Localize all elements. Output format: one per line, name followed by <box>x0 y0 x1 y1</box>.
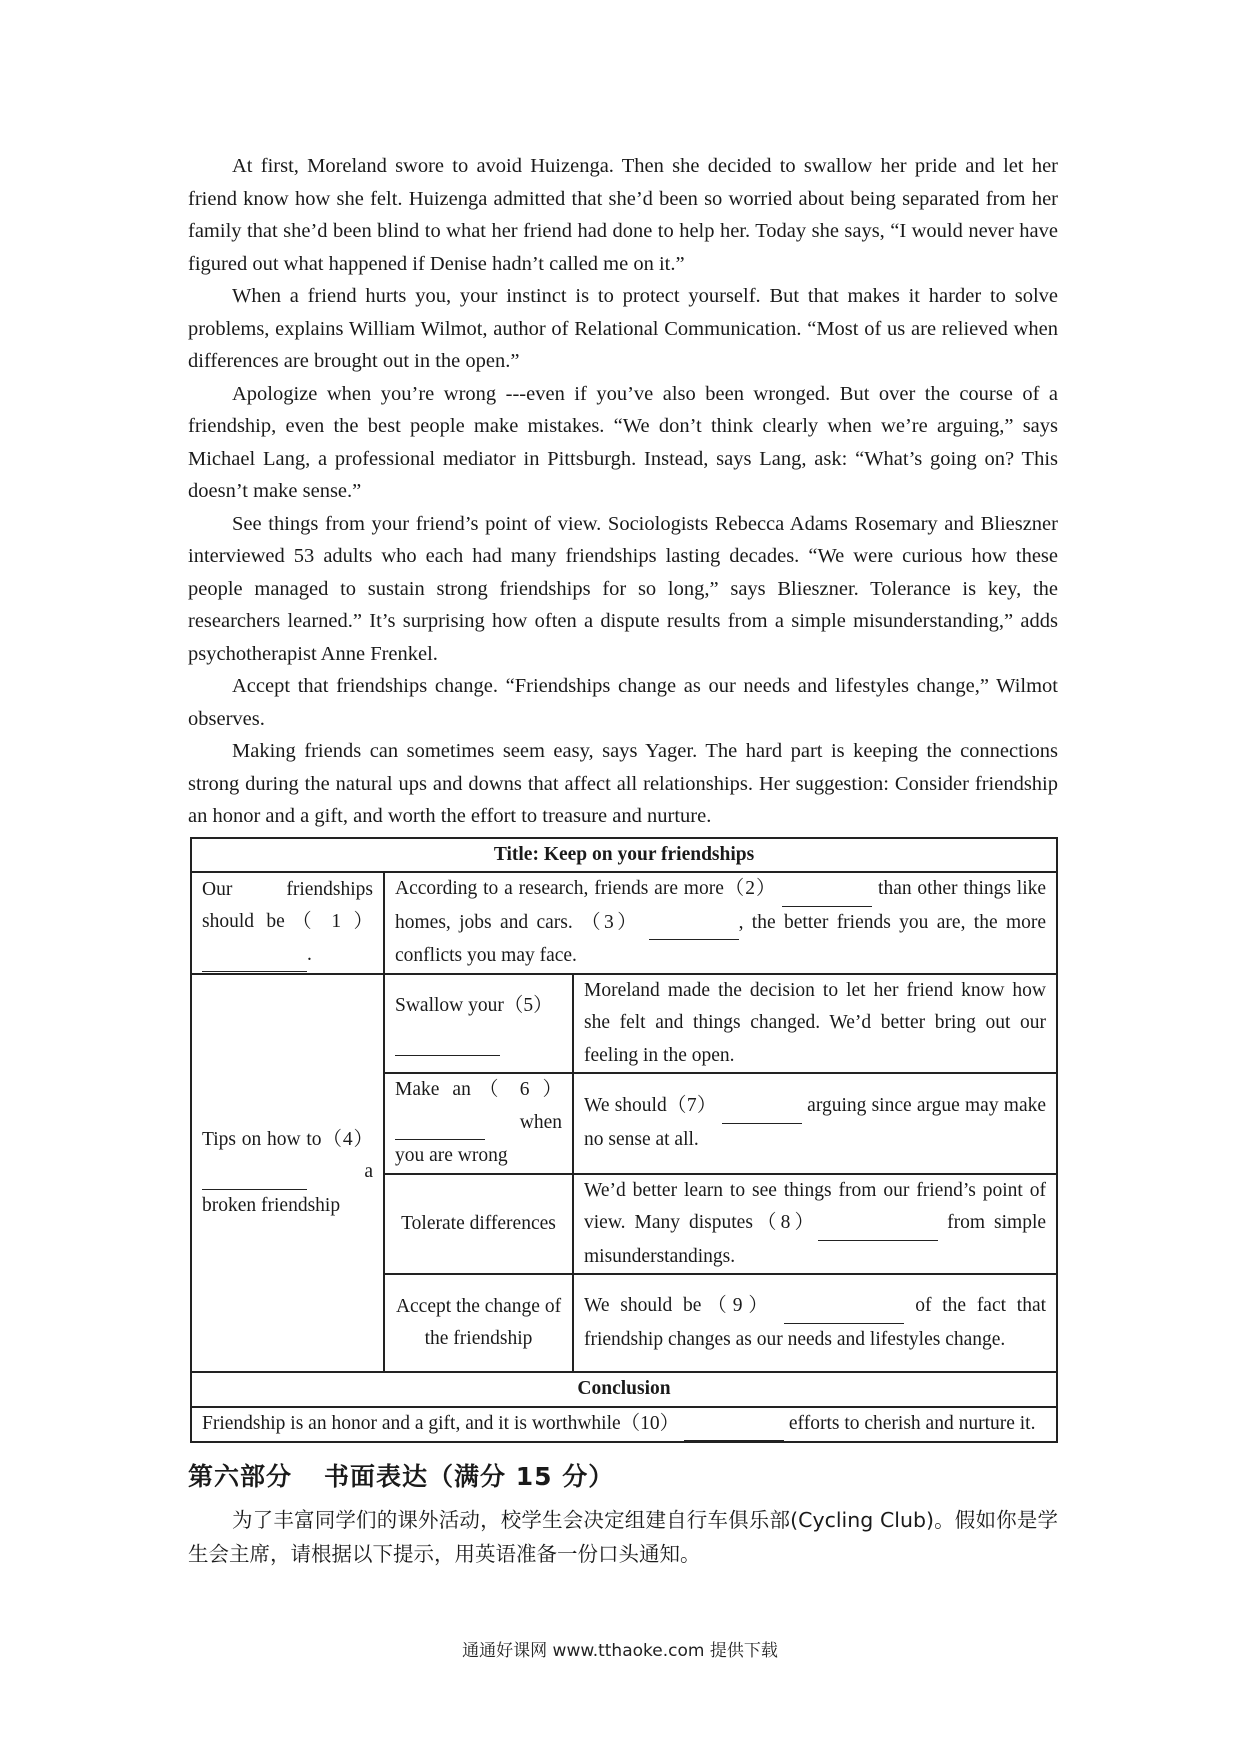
passage-paragraph: Making friends can sometimes seem easy, says Yager. The hard part is keeping the connections strong during the natural ups and downs that affect all relationships. Her suggestion: Consider friendship an honor and a gift, and worth the effort to treasure and nurture. <box>188 740 1058 827</box>
tip-detail-cont: of the fact that friendship changes as our needs and lifestyles change. <box>584 1295 1047 1350</box>
passage-paragraph: When a friend hurts you, your instinct is to protect yourself. But that makes it harder to solve problems, explains William Wilmot, author of Relational Communication. “Most of us are relieved when differences are brought out in the open.” <box>188 285 1058 372</box>
conclusion-cell <box>191 1407 1057 1443</box>
tip-name-cell <box>384 974 573 1074</box>
page-content <box>188 150 1058 1571</box>
conclusion-title: Conclusion <box>191 1372 1057 1407</box>
tip-name-cell <box>384 1174 573 1275</box>
table-title: Title: Keep on your friendships <box>191 838 1057 873</box>
tip-name-cell <box>384 1073 573 1174</box>
section-intro: 为了丰富同学们的课外活动，校学生会决定组建自行车俱乐部(Cycling Club)。假如你是学生会主席，请根据以下提示，用英语准备一份口头通知。 <box>188 1508 1058 1566</box>
tips-label-cell <box>191 974 384 1373</box>
section-part: 第六部分 <box>188 1462 293 1491</box>
tip-detail-cont: arguing since argue may make no sense at all. <box>584 1095 1047 1150</box>
answer-blank-7[interactable] <box>722 1090 802 1124</box>
row1-left-end: . <box>307 943 312 965</box>
tip-name-cell <box>384 1274 573 1372</box>
tip-detail-cont: from simple misunderstandings. <box>584 1212 1047 1267</box>
answer-blank-2[interactable] <box>782 873 872 907</box>
passage-paragraph: Accept that friendships change. “Friendships change as our needs and lifestyles change,” Wilmot observes. <box>188 675 1058 730</box>
tip-detail: Moreland made the decision to let her friend know how she felt and things changed. We’d better bring out our feeling in the open. <box>584 979 1047 1066</box>
row1-right-cell <box>384 872 1057 974</box>
passage-paragraph: See things from your friend’s point of view. Sociologists Rebecca Adams Rosemary and Blieszner interviewed 53 adults who each had many friendships lasting decades. “We were curious how these people managed to sustain strong friendships for so long,” says Blieszner. Tolerance is key, the researchers learned.” It’s surprising how often a dispute results from a simple misunderstanding,” adds psychotherapist Anne Frenkel. <box>188 512 1058 665</box>
tip-detail-cell <box>573 1174 1057 1275</box>
tips-label-a: Tips on how to（4） <box>202 1128 373 1150</box>
answer-blank-4[interactable] <box>202 1156 307 1190</box>
section-heading <box>188 1459 1058 1495</box>
row1-right-text-c: , the better friends you are, the more conflicts you may face. <box>395 911 1047 966</box>
tips-label-b: a broken friendship <box>202 1161 373 1216</box>
answer-blank-9[interactable] <box>784 1290 904 1324</box>
summary-table <box>190 837 1058 1444</box>
section-title: 书面表达（满分 15 分） <box>324 1462 615 1491</box>
tip-name-cont: when you are wrong <box>395 1111 562 1166</box>
tip-detail: We should be（9） <box>584 1295 774 1316</box>
tip-name: Make an（ 6 ） <box>395 1079 562 1100</box>
answer-blank-6[interactable] <box>395 1107 485 1141</box>
passage-paragraph: Apologize when you’re wrong ---even if you’ve also been wronged. But over the course of a friendship, even the best people make mistakes. “We don’t think clearly when we’re arguing,” says Michael Lang, a professional mediator in Pittsburgh. Instead, says Lang, ask: “What’s going on? This doesn’t make sense.” <box>188 382 1058 502</box>
row1-left-text: Our friendships should be（ 1 ） <box>202 878 373 932</box>
tip-detail: We should（7） <box>584 1095 717 1117</box>
row1-right-text-a: According to a research, friends are more（2） <box>395 878 777 899</box>
conclusion-text-a: Friendship is an honor and a gift, and it is worthwhile（10） <box>202 1412 680 1434</box>
row1-left-cell <box>191 872 384 974</box>
answer-blank-8[interactable] <box>818 1207 938 1241</box>
answer-blank-10[interactable] <box>684 1408 784 1442</box>
tip-name: Swallow your（5） <box>395 995 553 1017</box>
tip-name: Accept the change of the friendship <box>395 1295 562 1349</box>
answer-blank-5[interactable] <box>395 1023 500 1057</box>
tip-detail-cell <box>573 974 1057 1074</box>
answer-blank-1[interactable] <box>202 939 307 973</box>
tip-detail-cell <box>573 1073 1057 1174</box>
answer-blank-3[interactable] <box>649 907 739 941</box>
tip-detail-cell <box>573 1274 1057 1372</box>
row1-right-text-b: than other things like homes, jobs and cars. （3） <box>395 878 1047 933</box>
tip-name: Tolerate differences <box>401 1212 556 1234</box>
conclusion-text-b: efforts to cherish and nurture it. <box>788 1412 1036 1434</box>
passage-paragraph: At first, Moreland swore to avoid Huizenga. Then she decided to swallow her pride and let her friend know how she felt. Huizenga admitted that she’d been so worried about being separated from her family that she’d been blind to what her friend had done to help her. Today she says, “I would never have figured out what happened if Denise hadn’t called me on it.” <box>188 155 1058 275</box>
page-footer: 通通好课网 www.tthaoke.com 提供下载 <box>462 1641 778 1661</box>
tip-detail: We’d better learn to see things from our friend’s point of view. Many disputes（8） <box>584 1179 1047 1233</box>
